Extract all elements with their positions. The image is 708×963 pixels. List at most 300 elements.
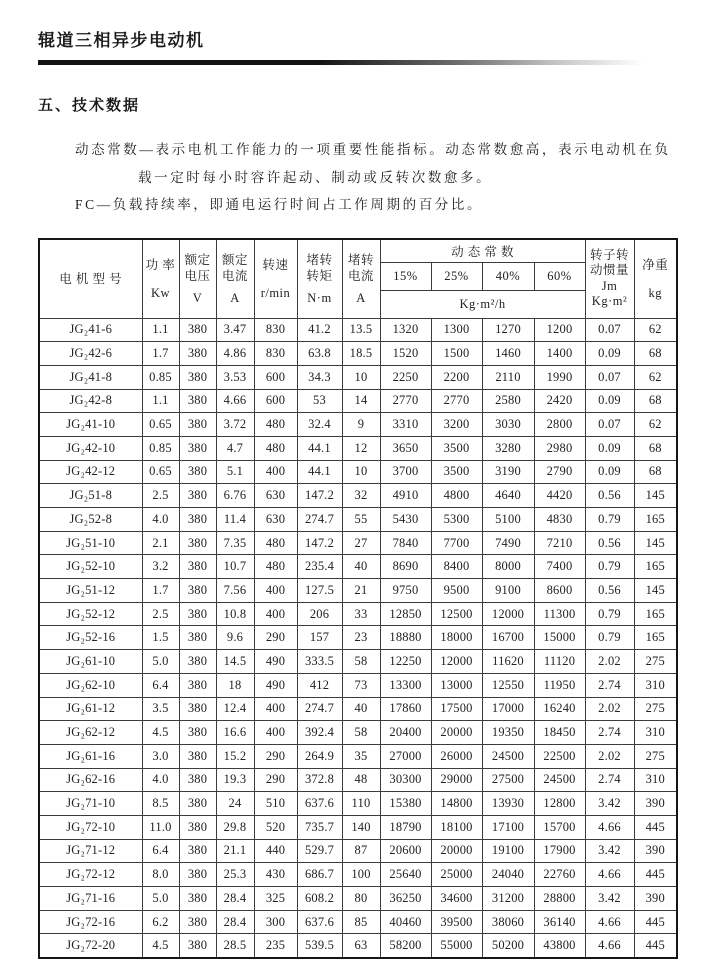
table-header bbox=[39, 239, 677, 319]
cell-value: 33 bbox=[342, 602, 380, 626]
cell-value: 480 bbox=[254, 436, 297, 460]
paragraph-fc-duty-cycle: FC—负载持续率，即通电运行时间占工作周期的百分比。 bbox=[75, 197, 484, 212]
cell-value: 7210 bbox=[534, 531, 585, 555]
cell-value: 264.9 bbox=[297, 744, 342, 768]
cell-value: 3700 bbox=[380, 460, 431, 484]
cell-value: 3.53 bbox=[216, 365, 254, 389]
cell-value: 73 bbox=[342, 673, 380, 697]
cell-value: 20400 bbox=[380, 721, 431, 745]
cell-value: 3.5 bbox=[142, 697, 179, 721]
cell-value: 19100 bbox=[482, 839, 534, 863]
table-row bbox=[39, 792, 677, 816]
cell-value: 87 bbox=[342, 839, 380, 863]
cell-value: 0.07 bbox=[585, 318, 634, 342]
cell-value: 28.4 bbox=[216, 910, 254, 934]
cell-value: 2.74 bbox=[585, 673, 634, 697]
cell-value: 4.0 bbox=[142, 508, 179, 532]
cell-value: 3.42 bbox=[585, 839, 634, 863]
cell-value: 0.09 bbox=[585, 436, 634, 460]
cell-value: 85 bbox=[342, 910, 380, 934]
cell-value: 12.4 bbox=[216, 697, 254, 721]
cell-model: JG₂61-10 bbox=[39, 650, 142, 674]
cell-value: 55000 bbox=[431, 934, 482, 958]
cell-value: 2.02 bbox=[585, 744, 634, 768]
col-header-torque-unit: N·m bbox=[307, 290, 332, 305]
cell-value: 15380 bbox=[380, 792, 431, 816]
cell-value: 380 bbox=[179, 460, 216, 484]
table-row bbox=[39, 744, 677, 768]
cell-value: 2.5 bbox=[142, 602, 179, 626]
cell-value: 100 bbox=[342, 863, 380, 887]
cell-value: 19350 bbox=[482, 721, 534, 745]
cell-value: 24500 bbox=[534, 768, 585, 792]
cell-model: JG₂62-16 bbox=[39, 768, 142, 792]
cell-value: 392.4 bbox=[297, 721, 342, 745]
cell-value: 2.74 bbox=[585, 721, 634, 745]
col-header-current-unit: A bbox=[230, 290, 240, 305]
cell-value: 3310 bbox=[380, 413, 431, 437]
cell-value: 24040 bbox=[482, 863, 534, 887]
cell-value: 10 bbox=[342, 365, 380, 389]
cell-value: 380 bbox=[179, 365, 216, 389]
table-body bbox=[39, 318, 677, 958]
cell-value: 38060 bbox=[482, 910, 534, 934]
cell-value: 35 bbox=[342, 744, 380, 768]
cell-value: 380 bbox=[179, 815, 216, 839]
cell-value: 0.79 bbox=[585, 602, 634, 626]
cell-value: 32.4 bbox=[297, 413, 342, 437]
cell-model: JG₂51-10 bbox=[39, 531, 142, 555]
cell-value: 165 bbox=[634, 555, 677, 579]
cell-value: 18.5 bbox=[342, 342, 380, 366]
cell-value: 380 bbox=[179, 626, 216, 650]
table-row bbox=[39, 555, 677, 579]
cell-value: 2800 bbox=[534, 413, 585, 437]
cell-value: 490 bbox=[254, 650, 297, 674]
cell-value: 24 bbox=[216, 792, 254, 816]
table-row bbox=[39, 697, 677, 721]
cell-value: 39500 bbox=[431, 910, 482, 934]
cell-value: 6.76 bbox=[216, 484, 254, 508]
col-header-dynamic-unit: Kg·m²/h bbox=[380, 290, 585, 318]
cell-value: 3650 bbox=[380, 436, 431, 460]
cell-value: 62 bbox=[634, 318, 677, 342]
title-rule bbox=[38, 60, 676, 65]
cell-value: 20600 bbox=[380, 839, 431, 863]
cell-value: 17100 bbox=[482, 815, 534, 839]
cell-value: 36250 bbox=[380, 887, 431, 911]
cell-value: 380 bbox=[179, 484, 216, 508]
col-header-weight-label: 净重 bbox=[642, 257, 669, 272]
cell-value: 15.2 bbox=[216, 744, 254, 768]
table-row bbox=[39, 839, 677, 863]
col-header-fc-60: 60% bbox=[534, 262, 585, 290]
cell-model: JG₂42-10 bbox=[39, 436, 142, 460]
cell-value: 3.47 bbox=[216, 318, 254, 342]
cell-value: 830 bbox=[254, 318, 297, 342]
cell-value: 0.79 bbox=[585, 555, 634, 579]
cell-model: JG₂51-12 bbox=[39, 579, 142, 603]
cell-model: JG₂52-10 bbox=[39, 555, 142, 579]
cell-value: 13.5 bbox=[342, 318, 380, 342]
cell-value: 16.6 bbox=[216, 721, 254, 745]
cell-value: 380 bbox=[179, 744, 216, 768]
cell-model: JG₂52-16 bbox=[39, 626, 142, 650]
cell-value: 630 bbox=[254, 508, 297, 532]
cell-value: 36140 bbox=[534, 910, 585, 934]
cell-value: 9100 bbox=[482, 579, 534, 603]
intro-paragraphs bbox=[38, 136, 676, 219]
cell-value: 4910 bbox=[380, 484, 431, 508]
cell-value: 0.65 bbox=[142, 413, 179, 437]
table-row bbox=[39, 365, 677, 389]
cell-value: 290 bbox=[254, 744, 297, 768]
cell-value: 9750 bbox=[380, 579, 431, 603]
cell-value: 157 bbox=[297, 626, 342, 650]
cell-value: 68 bbox=[634, 389, 677, 413]
cell-value: 17860 bbox=[380, 697, 431, 721]
table-row bbox=[39, 389, 677, 413]
cell-value: 44.1 bbox=[297, 460, 342, 484]
cell-value: 430 bbox=[254, 863, 297, 887]
cell-value: 380 bbox=[179, 887, 216, 911]
cell-model: JG₂72-12 bbox=[39, 863, 142, 887]
cell-value: 380 bbox=[179, 389, 216, 413]
col-header-voltage bbox=[179, 239, 216, 319]
cell-value: 380 bbox=[179, 602, 216, 626]
cell-value: 390 bbox=[634, 839, 677, 863]
cell-value: 380 bbox=[179, 839, 216, 863]
cell-value: 4.5 bbox=[142, 934, 179, 958]
cell-value: 2.02 bbox=[585, 697, 634, 721]
cell-value: 3030 bbox=[482, 413, 534, 437]
cell-value: 637.6 bbox=[297, 910, 342, 934]
cell-value: 445 bbox=[634, 910, 677, 934]
cell-value: 1500 bbox=[431, 342, 482, 366]
cell-value: 1200 bbox=[534, 318, 585, 342]
cell-value: 13300 bbox=[380, 673, 431, 697]
cell-value: 390 bbox=[634, 887, 677, 911]
cell-value: 18 bbox=[216, 673, 254, 697]
cell-value: 2.1 bbox=[142, 531, 179, 555]
cell-value: 0.07 bbox=[585, 413, 634, 437]
cell-value: 20000 bbox=[431, 721, 482, 745]
cell-value: 290 bbox=[254, 626, 297, 650]
cell-value: 390 bbox=[634, 792, 677, 816]
cell-value: 380 bbox=[179, 697, 216, 721]
cell-value: 380 bbox=[179, 579, 216, 603]
cell-model: JG₂62-10 bbox=[39, 673, 142, 697]
cell-value: 380 bbox=[179, 555, 216, 579]
cell-value: 18100 bbox=[431, 815, 482, 839]
cell-value: 686.7 bbox=[297, 863, 342, 887]
cell-value: 10.8 bbox=[216, 602, 254, 626]
cell-value: 44.1 bbox=[297, 436, 342, 460]
cell-value: 55 bbox=[342, 508, 380, 532]
cell-value: 4.66 bbox=[585, 910, 634, 934]
cell-value: 4.5 bbox=[142, 721, 179, 745]
cell-value: 16240 bbox=[534, 697, 585, 721]
cell-model: JG₂42-6 bbox=[39, 342, 142, 366]
cell-value: 8400 bbox=[431, 555, 482, 579]
col-header-model bbox=[39, 239, 142, 319]
cell-value: 0.65 bbox=[142, 460, 179, 484]
cell-value: 0.07 bbox=[585, 365, 634, 389]
cell-value: 0.56 bbox=[585, 531, 634, 555]
cell-value: 8690 bbox=[380, 555, 431, 579]
cell-value: 2110 bbox=[482, 365, 534, 389]
cell-value: 445 bbox=[634, 863, 677, 887]
cell-value: 400 bbox=[254, 579, 297, 603]
cell-value: 3500 bbox=[431, 436, 482, 460]
cell-value: 23 bbox=[342, 626, 380, 650]
cell-value: 4.0 bbox=[142, 768, 179, 792]
cell-value: 380 bbox=[179, 768, 216, 792]
cell-value: 2200 bbox=[431, 365, 482, 389]
cell-value: 1400 bbox=[534, 342, 585, 366]
cell-value: 9500 bbox=[431, 579, 482, 603]
cell-model: JG₂41-8 bbox=[39, 365, 142, 389]
cell-value: 4.86 bbox=[216, 342, 254, 366]
cell-value: 40 bbox=[342, 697, 380, 721]
cell-value: 380 bbox=[179, 436, 216, 460]
cell-value: 4640 bbox=[482, 484, 534, 508]
cell-value: 18450 bbox=[534, 721, 585, 745]
cell-value: 19.3 bbox=[216, 768, 254, 792]
cell-value: 6.4 bbox=[142, 839, 179, 863]
cell-value: 2420 bbox=[534, 389, 585, 413]
cell-value: 145 bbox=[634, 531, 677, 555]
cell-value: 529.7 bbox=[297, 839, 342, 863]
table-row bbox=[39, 436, 677, 460]
cell-value: 400 bbox=[254, 602, 297, 626]
cell-value: 2.5 bbox=[142, 484, 179, 508]
cell-value: 630 bbox=[254, 484, 297, 508]
cell-value: 21 bbox=[342, 579, 380, 603]
cell-value: 3500 bbox=[431, 460, 482, 484]
cell-value: 17500 bbox=[431, 697, 482, 721]
cell-model: JG₂42-12 bbox=[39, 460, 142, 484]
cell-model: JG₂72-10 bbox=[39, 815, 142, 839]
col-header-inertia-label1: 转子转 bbox=[590, 247, 630, 262]
cell-value: 3280 bbox=[482, 436, 534, 460]
cell-value: 80 bbox=[342, 887, 380, 911]
cell-value: 18880 bbox=[380, 626, 431, 650]
cell-value: 380 bbox=[179, 673, 216, 697]
cell-value: 510 bbox=[254, 792, 297, 816]
col-header-torque-label2: 转矩 bbox=[306, 268, 333, 283]
cell-value: 372.8 bbox=[297, 768, 342, 792]
cell-value: 14 bbox=[342, 389, 380, 413]
cell-value: 0.79 bbox=[585, 626, 634, 650]
cell-value: 58200 bbox=[380, 934, 431, 958]
cell-value: 62 bbox=[634, 413, 677, 437]
cell-value: 830 bbox=[254, 342, 297, 366]
cell-value: 3.2 bbox=[142, 555, 179, 579]
cell-value: 333.5 bbox=[297, 650, 342, 674]
cell-value: 20000 bbox=[431, 839, 482, 863]
col-header-voltage-unit: V bbox=[192, 290, 203, 305]
cell-value: 68 bbox=[634, 436, 677, 460]
table-row bbox=[39, 413, 677, 437]
cell-value: 274.7 bbox=[297, 697, 342, 721]
cell-value: 27500 bbox=[482, 768, 534, 792]
table-row bbox=[39, 887, 677, 911]
cell-value: 26000 bbox=[431, 744, 482, 768]
cell-value: 4.66 bbox=[216, 389, 254, 413]
cell-value: 310 bbox=[634, 768, 677, 792]
cell-value: 0.09 bbox=[585, 460, 634, 484]
cell-value: 11950 bbox=[534, 673, 585, 697]
cell-value: 380 bbox=[179, 413, 216, 437]
cell-model: JG₂52-8 bbox=[39, 508, 142, 532]
cell-value: 21.1 bbox=[216, 839, 254, 863]
cell-value: 480 bbox=[254, 413, 297, 437]
col-header-speed-unit: r/min bbox=[260, 285, 291, 300]
cell-value: 29000 bbox=[431, 768, 482, 792]
cell-value: 32 bbox=[342, 484, 380, 508]
cell-value: 63.8 bbox=[297, 342, 342, 366]
cell-value: 0.56 bbox=[585, 484, 634, 508]
cell-value: 2580 bbox=[482, 389, 534, 413]
cell-model: JG₂42-8 bbox=[39, 389, 142, 413]
cell-value: 68 bbox=[634, 342, 677, 366]
col-header-inertia bbox=[585, 239, 634, 319]
cell-value: 4830 bbox=[534, 508, 585, 532]
cell-model: JG₂71-16 bbox=[39, 887, 142, 911]
cell-value: 7490 bbox=[482, 531, 534, 555]
cell-value: 40 bbox=[342, 555, 380, 579]
cell-value: 1300 bbox=[431, 318, 482, 342]
cell-value: 48 bbox=[342, 768, 380, 792]
cell-value: 600 bbox=[254, 365, 297, 389]
table-row bbox=[39, 863, 677, 887]
cell-value: 10 bbox=[342, 460, 380, 484]
cell-value: 2.74 bbox=[585, 768, 634, 792]
cell-value: 5430 bbox=[380, 508, 431, 532]
cell-value: 5100 bbox=[482, 508, 534, 532]
cell-value: 1.1 bbox=[142, 389, 179, 413]
cell-value: 58 bbox=[342, 650, 380, 674]
cell-value: 2770 bbox=[380, 389, 431, 413]
cell-value: 4.66 bbox=[585, 815, 634, 839]
col-header-current-label1: 额定 bbox=[221, 252, 248, 267]
col-header-locked-current-unit: A bbox=[356, 290, 366, 305]
cell-value: 12250 bbox=[380, 650, 431, 674]
cell-value: 165 bbox=[634, 602, 677, 626]
cell-value: 1.7 bbox=[142, 342, 179, 366]
cell-value: 7840 bbox=[380, 531, 431, 555]
cell-value: 11120 bbox=[534, 650, 585, 674]
col-header-fc-25: 25% bbox=[431, 262, 482, 290]
cell-value: 145 bbox=[634, 579, 677, 603]
cell-value: 380 bbox=[179, 934, 216, 958]
cell-model: JG₂62-12 bbox=[39, 721, 142, 745]
cell-value: 16700 bbox=[482, 626, 534, 650]
cell-value: 412 bbox=[297, 673, 342, 697]
cell-value: 400 bbox=[254, 697, 297, 721]
cell-value: 43800 bbox=[534, 934, 585, 958]
table-row bbox=[39, 815, 677, 839]
cell-value: 12 bbox=[342, 436, 380, 460]
col-header-torque-label1: 堵转 bbox=[306, 252, 333, 267]
cell-model: JG₂61-12 bbox=[39, 697, 142, 721]
cell-model: JG₂71-12 bbox=[39, 839, 142, 863]
cell-value: 147.2 bbox=[297, 531, 342, 555]
col-header-locked-current bbox=[342, 239, 380, 319]
col-header-voltage-label1: 额定 bbox=[184, 252, 211, 267]
cell-value: 165 bbox=[634, 508, 677, 532]
cell-value: 6.4 bbox=[142, 673, 179, 697]
cell-value: 1.1 bbox=[142, 318, 179, 342]
cell-model: JG₂71-10 bbox=[39, 792, 142, 816]
cell-value: 0.56 bbox=[585, 579, 634, 603]
col-header-inertia-label2: 动惯量 bbox=[590, 263, 630, 277]
cell-value: 12550 bbox=[482, 673, 534, 697]
cell-value: 145 bbox=[634, 484, 677, 508]
table-row bbox=[39, 626, 677, 650]
cell-value: 12000 bbox=[431, 650, 482, 674]
cell-value: 12850 bbox=[380, 602, 431, 626]
cell-value: 58 bbox=[342, 721, 380, 745]
cell-model: JG₂41-10 bbox=[39, 413, 142, 437]
col-header-current-label2: 电流 bbox=[221, 268, 248, 283]
cell-value: 1.7 bbox=[142, 579, 179, 603]
cell-model: JG₂41-6 bbox=[39, 318, 142, 342]
cell-value: 445 bbox=[634, 815, 677, 839]
cell-value: 3.42 bbox=[585, 792, 634, 816]
cell-model: JG₂72-16 bbox=[39, 910, 142, 934]
table-row bbox=[39, 484, 677, 508]
cell-value: 62 bbox=[634, 365, 677, 389]
cell-value: 0.85 bbox=[142, 365, 179, 389]
cell-value: 11300 bbox=[534, 602, 585, 626]
cell-value: 235.4 bbox=[297, 555, 342, 579]
cell-value: 30300 bbox=[380, 768, 431, 792]
cell-value: 9 bbox=[342, 413, 380, 437]
cell-value: 275 bbox=[634, 744, 677, 768]
cell-value: 380 bbox=[179, 650, 216, 674]
cell-value: 25.3 bbox=[216, 863, 254, 887]
cell-value: 11.4 bbox=[216, 508, 254, 532]
cell-value: 12500 bbox=[431, 602, 482, 626]
cell-value: 0.09 bbox=[585, 342, 634, 366]
cell-value: 11.0 bbox=[142, 815, 179, 839]
cell-value: 608.2 bbox=[297, 887, 342, 911]
cell-value: 274.7 bbox=[297, 508, 342, 532]
cell-value: 34600 bbox=[431, 887, 482, 911]
cell-value: 1990 bbox=[534, 365, 585, 389]
cell-value: 8.5 bbox=[142, 792, 179, 816]
cell-value: 17900 bbox=[534, 839, 585, 863]
cell-value: 3.0 bbox=[142, 744, 179, 768]
cell-value: 380 bbox=[179, 342, 216, 366]
cell-value: 24500 bbox=[482, 744, 534, 768]
cell-value: 480 bbox=[254, 531, 297, 555]
cell-value: 8000 bbox=[482, 555, 534, 579]
cell-value: 275 bbox=[634, 650, 677, 674]
cell-value: 400 bbox=[254, 460, 297, 484]
cell-model: JG₂61-16 bbox=[39, 744, 142, 768]
cell-value: 5.0 bbox=[142, 887, 179, 911]
col-header-fc-15: 15% bbox=[380, 262, 431, 290]
table-row bbox=[39, 768, 677, 792]
col-header-speed bbox=[254, 239, 297, 319]
cell-value: 400 bbox=[254, 721, 297, 745]
cell-value: 2980 bbox=[534, 436, 585, 460]
page-title: 辊道三相异步电动机 bbox=[38, 31, 205, 50]
cell-value: 290 bbox=[254, 768, 297, 792]
